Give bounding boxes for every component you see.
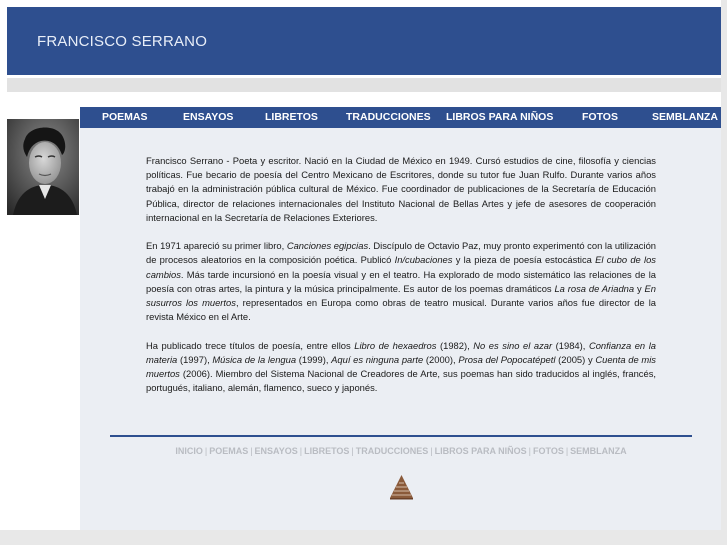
nav-item-ensayos[interactable]: ENSAYOS xyxy=(183,111,234,123)
footer-separator: | xyxy=(204,446,208,456)
author-portrait-image xyxy=(7,119,79,215)
footer-separator: | xyxy=(299,446,303,456)
nav-item-libros-para-ninos[interactable]: LIBROS PARA NIÑOS xyxy=(446,111,554,123)
footer-link-poemas[interactable]: POEMAS xyxy=(209,446,249,456)
biography-text xyxy=(146,154,656,410)
footer-navigation xyxy=(110,446,692,456)
bio-paragraph-2: En 1971 apareció su primer libro, Canciones egipcias. Discípulo de Octavio Paz, muy pronto experimentó con la utilización de procesos aleatorios en la composición poética. Publicó In/cubaciones y la pieza de poesía estocástica El cubo de los cambios. Más tarde incursionó en la poesía visual y en el teatro. Ha explorado de modo sistemático las relaciones de la poesía con otras artes, la pintura y la música principalmente. Es autor de los poemas dramáticos La rosa de Ariadna y En susurros los muertos, representados en Europa como obras de teatro musical. Durante varios años fue director de la revista México en el Arte. xyxy=(146,240,656,323)
footer-link-inicio[interactable]: INICIO xyxy=(175,446,203,456)
nav-item-libretos[interactable]: LIBRETOS xyxy=(265,111,318,123)
pyramid-logo-icon xyxy=(389,474,414,500)
footer-link-fotos[interactable]: FOTOS xyxy=(532,446,564,456)
nav-item-fotos[interactable]: FOTOS xyxy=(582,111,618,123)
nav-item-semblanza[interactable]: SEMBLANZA xyxy=(652,111,718,123)
bio-paragraph-1: Francisco Serrano - Poeta y escritor. Nació en la Ciudad de México en 1949. Cursó estudios de cine, filosofía y ciencias políticas. Fue becario de poesía del Centro Mexicano de Escritores, donde su tutor fue Juan Rulfo. Durante varios años trabajó en la administración pública cultural de México. Fue coordinador de publicaciones de la Secretaría de Educación Pública, director de relaciones internacionales del Instituto Nacional de Bellas Artes y jefe de asesores de cooperación internacional en la Secretaría de Relaciones Exteriores. xyxy=(146,155,656,223)
main-navigation xyxy=(80,107,721,128)
nav-item-traducciones[interactable]: TRADUCCIONES xyxy=(346,111,431,123)
footer-link-libros-para-ninos[interactable]: LIBROS PARA NIÑOS xyxy=(434,446,527,456)
author-photo xyxy=(7,119,79,215)
site-header xyxy=(7,7,721,75)
footer-link-libretos[interactable]: LIBRETOS xyxy=(304,446,350,456)
footer-link-semblanza[interactable]: SEMBLANZA xyxy=(570,446,627,456)
site-title[interactable]: FRANCISCO SERRANO xyxy=(37,33,208,50)
footer-separator: | xyxy=(565,446,569,456)
footer-link-traducciones[interactable]: TRADUCCIONES xyxy=(355,446,429,456)
footer-separator: | xyxy=(528,446,531,456)
footer-separator: | xyxy=(351,446,354,456)
footer-separator: | xyxy=(250,446,253,456)
footer-link-ensayos[interactable]: ENSAYOS xyxy=(254,446,298,456)
footer-separator: | xyxy=(430,446,433,456)
nav-item-poemas[interactable]: POEMAS xyxy=(102,111,148,123)
footer-divider xyxy=(110,435,692,437)
header-strip xyxy=(7,78,721,92)
bio-paragraph-3: Ha publicado trece títulos de poesía, entre ellos Libro de hexaedros (1982), No es sino el azar (1984), Confianza en la materia (1997), Música de la lengua (1999), Aquí es ninguna parte (2000), Prosa del Popocatépetl (2005) y Cuenta de mis muertos (2006). Miembro del Sistema Nacional de Creadores de Arte, sus poemas han sido traducidos al inglés, francés, portugués, italiano, alemán, flamenco, sueco y japonés. xyxy=(146,339,656,394)
